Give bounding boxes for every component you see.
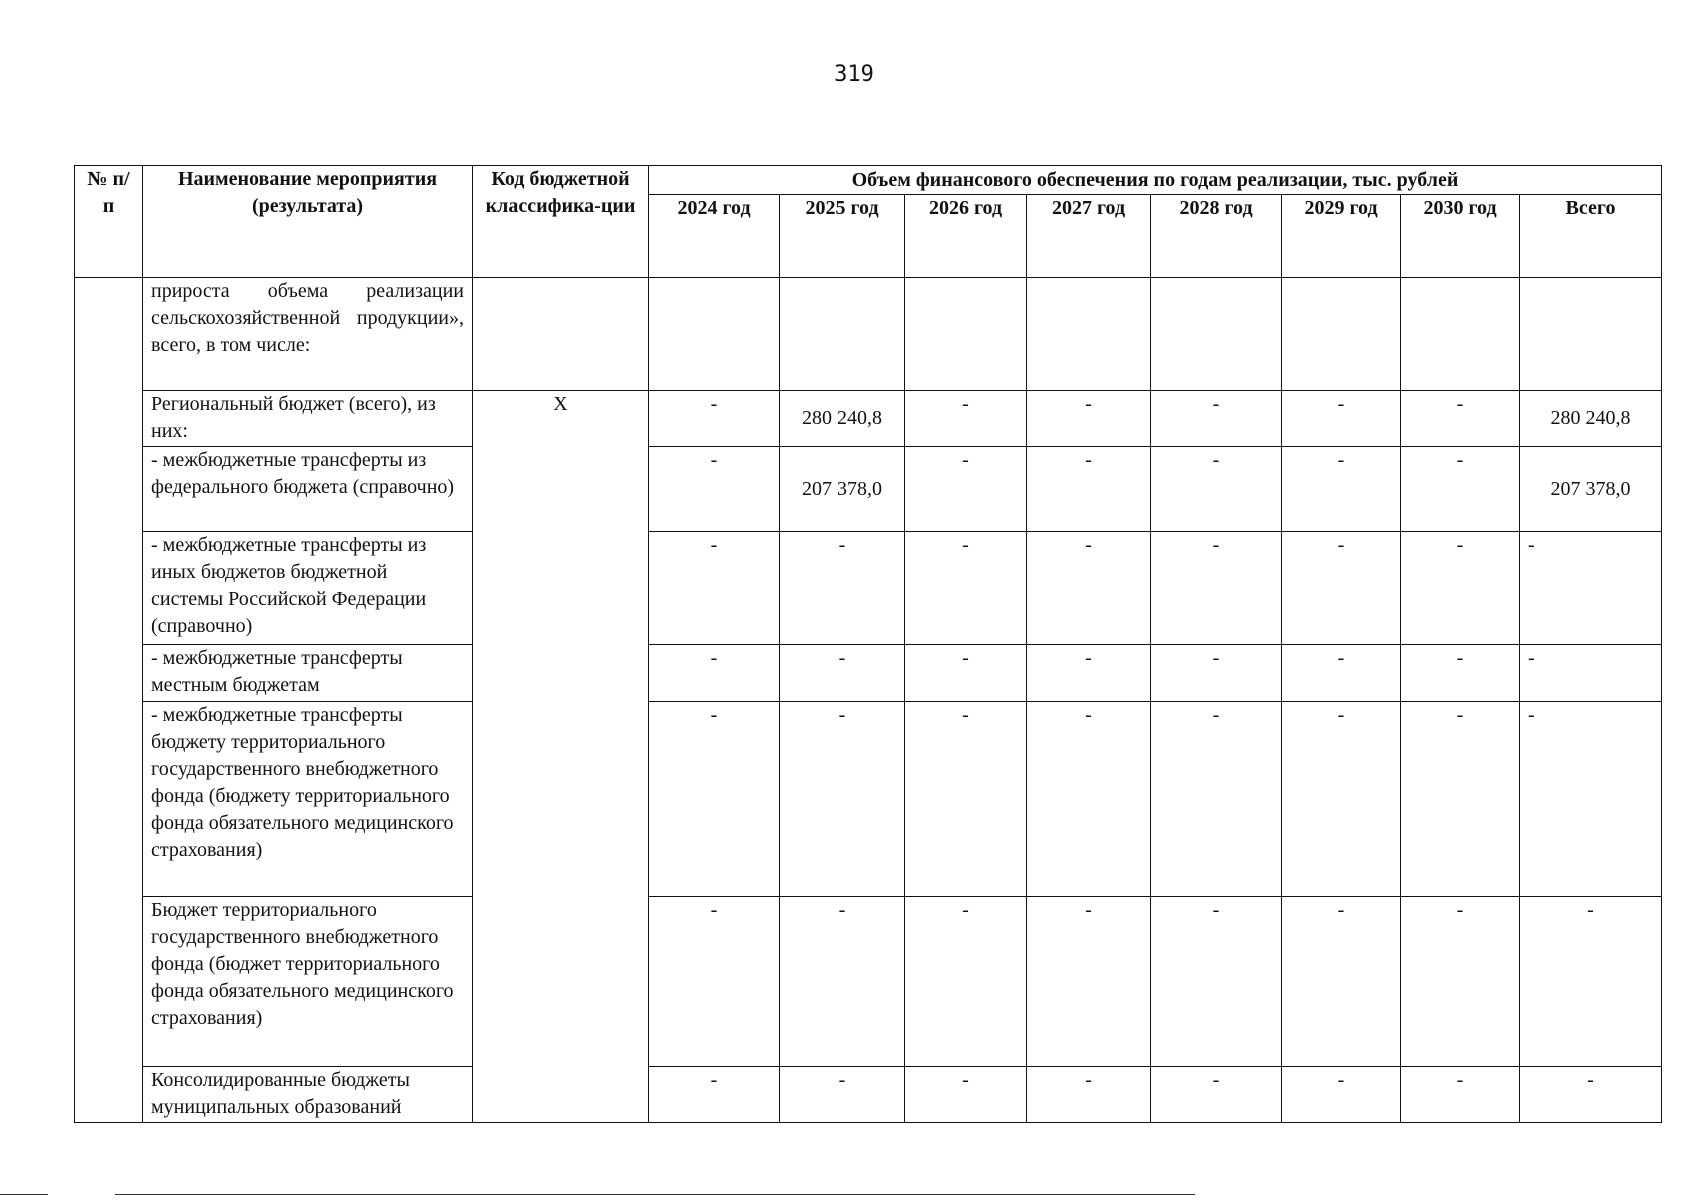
value-cell: 280 240,8 [780, 391, 905, 447]
row-code: Х [473, 391, 649, 1123]
table-row [75, 645, 1662, 702]
header-year: 2027 год [1027, 195, 1151, 278]
table-row [75, 278, 1662, 391]
table-row [75, 897, 1662, 1067]
value-cell [1401, 278, 1520, 391]
value-cell: - [1151, 645, 1282, 702]
value-cell: - [1282, 645, 1401, 702]
header-row-1 [75, 166, 1662, 195]
value-cell: - [649, 1067, 780, 1123]
value-cell: - [905, 702, 1027, 897]
value-cell: - [649, 645, 780, 702]
value-cell: - [1520, 645, 1662, 702]
value-cell: - [649, 447, 780, 532]
value-cell [1520, 278, 1662, 391]
value-cell: - [1027, 532, 1151, 645]
value-cell: - [1401, 897, 1520, 1067]
value-cell: - [1151, 702, 1282, 897]
value-cell: - [780, 702, 905, 897]
value-cell: 207 378,0 [780, 447, 905, 532]
value-cell: - [1027, 447, 1151, 532]
value-cell: - [905, 897, 1027, 1067]
value-cell [905, 278, 1027, 391]
value-cell: - [1151, 897, 1282, 1067]
table-row [75, 391, 1662, 447]
value-cell: - [1282, 447, 1401, 532]
value-cell: - [905, 1067, 1027, 1123]
financing-table [74, 165, 1662, 1123]
header-year: 2028 год [1151, 195, 1282, 278]
table-row [75, 532, 1662, 645]
row-name: - межбюджетные трансферты местным бюджетам [143, 645, 473, 702]
table-row [75, 702, 1662, 897]
value-cell: - [1401, 391, 1520, 447]
row-num-cell [75, 278, 143, 1123]
value-cell: - [1151, 447, 1282, 532]
value-cell: - [649, 391, 780, 447]
value-cell: - [1401, 447, 1520, 532]
value-cell: - [1151, 532, 1282, 645]
value-cell: - [1401, 1067, 1520, 1123]
value-cell: - [905, 645, 1027, 702]
value-cell: - [1282, 532, 1401, 645]
value-cell: - [1520, 702, 1662, 897]
bottom-scan-line-left [0, 1194, 48, 1195]
header-name: Наименование мероприятия (результата) [143, 166, 473, 278]
value-cell [1151, 278, 1282, 391]
row-name: прироста объема реализации сельскохозяйственной продукции», всего, в том числе: [143, 278, 473, 391]
row-name: - межбюджетные трансферты бюджету территориального государственного внебюджетного фонда (бюджету территориального фонда обязательного медицинского страхования) [143, 702, 473, 897]
row-name: - межбюджетные трансферты из иных бюджетов бюджетной системы Российской Федерации (справочно) [143, 532, 473, 645]
value-cell: - [1151, 1067, 1282, 1123]
value-cell [780, 278, 905, 391]
value-cell [1027, 278, 1151, 391]
value-cell: - [1520, 897, 1662, 1067]
value-cell: - [1282, 897, 1401, 1067]
bottom-scan-line [115, 1194, 1195, 1195]
header-num: № п/п [75, 166, 143, 278]
value-cell: - [780, 897, 905, 1067]
value-cell: - [1282, 702, 1401, 897]
value-cell: 280 240,8 [1520, 391, 1662, 447]
value-cell: 207 378,0 [1520, 447, 1662, 532]
row-code-cell [473, 278, 649, 391]
table-row [75, 447, 1662, 532]
value-cell [649, 278, 780, 391]
header-financing-group: Объем финансового обеспечения по годам реализации, тыс. рублей [649, 166, 1662, 195]
page-number: 319 [834, 62, 874, 87]
value-cell: - [1282, 391, 1401, 447]
value-cell: - [1520, 532, 1662, 645]
value-cell: - [1027, 391, 1151, 447]
value-cell [1282, 278, 1401, 391]
header-year: 2025 год [780, 195, 905, 278]
value-cell: - [1151, 391, 1282, 447]
row-name: Консолидированные бюджеты муниципальных образований [143, 1067, 473, 1123]
value-cell: - [780, 645, 905, 702]
header-total: Всего [1520, 195, 1662, 278]
value-cell: - [649, 897, 780, 1067]
row-name: - межбюджетные трансферты из федерального бюджета (справочно) [143, 447, 473, 532]
value-cell: - [1401, 702, 1520, 897]
header-year: 2030 год [1401, 195, 1520, 278]
value-cell: - [1027, 645, 1151, 702]
value-cell: - [780, 1067, 905, 1123]
value-cell: - [649, 532, 780, 645]
value-cell: - [649, 702, 780, 897]
row-name: Бюджет территориального государственного внебюджетного фонда (бюджет территориального фонда обязательного медицинского страхования) [143, 897, 473, 1067]
value-cell: - [905, 532, 1027, 645]
value-cell: - [1027, 702, 1151, 897]
row-name: Региональный бюджет (всего), из них: [143, 391, 473, 447]
header-code: Код бюджетной классифика-ции [473, 166, 649, 278]
value-cell: - [1027, 1067, 1151, 1123]
value-cell: - [1401, 532, 1520, 645]
value-cell: - [780, 532, 905, 645]
value-cell: - [905, 391, 1027, 447]
header-year: 2029 год [1282, 195, 1401, 278]
header-year: 2024 год [649, 195, 780, 278]
value-cell: - [1520, 1067, 1662, 1123]
value-cell: - [1027, 897, 1151, 1067]
value-cell: - [905, 447, 1027, 532]
value-cell: - [1401, 645, 1520, 702]
table-row [75, 1067, 1662, 1123]
header-year: 2026 год [905, 195, 1027, 278]
value-cell: - [1282, 1067, 1401, 1123]
